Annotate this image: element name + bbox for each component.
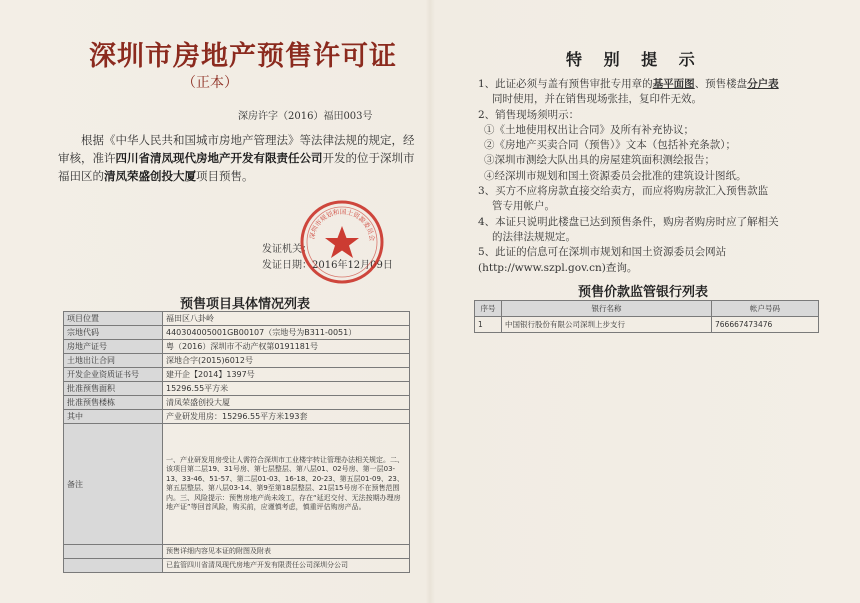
table-row [64,545,410,559]
header-no: 序号 [475,301,502,317]
table-row [64,382,410,396]
table-row [64,396,410,410]
table-row [64,368,410,382]
notice-sub-4: ④经深圳市规划和国土资源委员会批准的建筑设计图纸。 [484,169,747,182]
row-value: 深地合字(2015)6012号 [163,354,410,368]
bank-name: 中国银行股份有限公司深圳上步支行 [502,317,712,333]
header-bank-name: 银行名称 [502,301,712,317]
issue-date: 2016年12月09日 [312,260,393,271]
row-value: 清凤荣盛创投大厦 [163,396,410,410]
table-row [64,410,410,424]
table-row-note [64,424,410,545]
notice-text: 、预售楼盘 [694,78,748,90]
row-value: 粤（2016）深圳市不动产权第0191181号 [163,340,410,354]
svg-text:深圳市规划和国土资源委员会: 深圳市规划和国土资源委员会 [308,207,377,242]
table-header-row [475,301,819,317]
notice-emphasis: 分户表 [747,78,779,90]
project-details-title: 预售项目具体情况列表 [180,297,311,312]
note-text: 一、产业研发用房受让人需符合深圳市工业楼宇转让管理办法相关规定。二、该项目第二层19、31号房、第七层整层、第八层01、02号房、第一层03-13、33-46、51-57、第二层01-03、16-18、20-23、第五层01-09、23、第五层整层、第八层03-14、第9至第18层整层、21层15号房不在预售范围内。三、风险提示：预售房地产尚未竣工，存在“延迟交付、无法按期办理房地产证”等回首风险，购买前，应谨慎考虑，慎重评估购房产品。 [166,455,404,511]
table-row [64,340,410,354]
notice-sub-2: ②《房地产买卖合同（预售）》文本（包括补充条款）； [484,139,736,152]
notice-sub-3: ③深圳市测绘大队出具的房屋建筑面积测绘报告； [484,154,715,167]
table-row [64,312,410,326]
notice-item-5-cont: (http://www.szpl.gov.cn)查询。 [478,261,638,274]
row-key: 宗地代码 [64,326,163,340]
notice-item-1-cont: 同时使用，并在销售现场张挂，复印件无效。 [492,93,702,106]
row-key: 批准预售楼栋 [64,396,163,410]
note-line-3: 已监管四川省清凤现代房地产开发有限责任公司深圳分公司 [163,559,410,573]
note-line-2: 预售详细内容见本证的附图及附表 [163,545,410,559]
special-notice-heading: 特 别 提 示 [566,50,703,69]
row-key [64,559,163,573]
row-key: 房地产证号 [64,340,163,354]
body-part-3: 项目预售。 [196,169,254,183]
notice-item-3-cont: 管专用帐户。 [492,200,555,213]
document-number: 深房许字（2016）福田003号 [238,111,373,122]
table-row [64,559,410,573]
bank-account: 766667473476 [712,317,819,333]
row-value: 福田区八卦岭 [163,312,410,326]
company-name: 四川省清凤现代房地产开发有限责任公司 [115,151,323,165]
row-key: 项目位置 [64,312,163,326]
official-seal-icon [298,198,386,286]
issue-date-label: 发证日期： [262,260,312,271]
header-account: 帐户号码 [712,301,819,317]
certificate-body [58,131,420,185]
row-value: 440304005001GB00107（宗地号为B311-0051） [163,326,410,340]
row-key: 开发企业资质证书号 [64,368,163,382]
row-value: 产业研发用房：15296.55平方米193套 [163,410,410,424]
table-row [64,354,410,368]
body-part-2: 开发的位于深圳市福田区的 [58,151,415,183]
certificate-title: 深圳市房地产预售许可证 [89,41,397,72]
row-key [64,545,163,559]
notice-emphasis: 基平面图 [652,78,695,90]
bank-table [474,300,819,333]
notice-item-1 [478,77,823,92]
table-row [475,317,819,333]
certificate-subtitle: （正本） [182,75,238,91]
project-details-table [63,311,410,573]
bank-no: 1 [475,317,502,333]
note-cell [163,424,410,545]
special-notice-list [478,77,823,276]
notice-sub-1: ①《土地使用权出让合同》及所有补充协议； [484,123,694,136]
project-name: 清凤荣盛创投大厦 [104,169,196,183]
row-value: 15296.55平方米 [163,382,410,396]
issuer-label: 发证机关： [262,244,312,255]
notice-text: 1、此证必须与盖有预售审批专用章的 [478,78,653,90]
bank-list-title: 预售价款监管银行列表 [578,285,709,300]
row-key: 批准预售面积 [64,382,163,396]
row-key: 其中 [64,410,163,424]
table-row [64,326,410,340]
notice-item-2: 2、销售现场须明示： [478,108,580,121]
notice-item-3: 3、买方不应将房款直接交给卖方，而应将购房款汇入预售款监 [478,185,769,198]
notice-item-5: 5、此证的信息可在深圳市规划和国土资源委员会网站 [478,246,727,259]
body-part-1: 根据《中华人民共和国城市房地产管理法》等法律法规的规定，经审核，准许 [58,133,415,165]
notice-item-4-cont: 的法律法规规定。 [492,230,576,243]
row-key: 土地出让合同 [64,354,163,368]
row-value: 建开企【2014】1397号 [163,368,410,382]
notice-item-4: 4、本证只说明此楼盘已达到预售条件，购房者购房时应了解相关 [478,215,779,228]
note-label: 备注 [64,424,163,545]
